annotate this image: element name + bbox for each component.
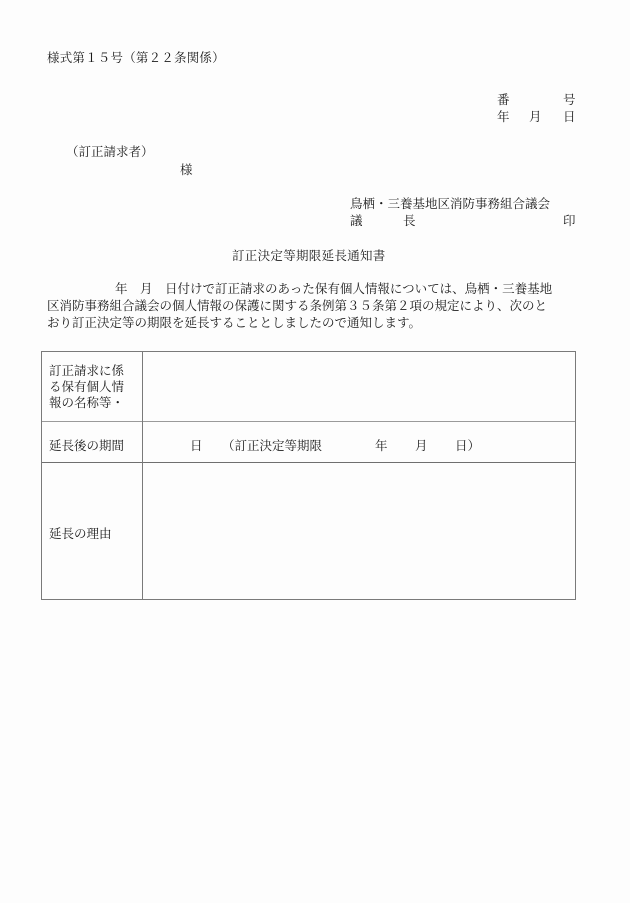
sender-title-part2: 長 <box>403 213 416 228</box>
deadline-year: 年 <box>375 438 388 453</box>
label-cell <box>42 421 143 462</box>
body-line-1: 年 月 日付けで訂正請求のあった保有個人情報については、鳥栖・三養基地 <box>115 281 553 296</box>
body-paragraph <box>47 280 582 331</box>
extended-period-label: 延長後の期間 <box>49 438 125 453</box>
sender-organization: 鳥栖・三養基地区消防事務組合議会 <box>350 196 551 211</box>
table-row-extension-reason <box>42 462 575 600</box>
table-row-info-name <box>42 352 575 422</box>
document-number-label: 番 <box>497 92 510 107</box>
deadline-day: 日） <box>455 438 481 453</box>
label-line: 報の名称等・ <box>49 395 125 410</box>
label-cell <box>42 462 143 600</box>
extension-reason-value <box>143 462 575 600</box>
deadline-month: 月 <box>415 438 428 453</box>
document-title: 訂正決定等期限延長通知書 <box>232 248 386 263</box>
requester-label: （訂正請求者） <box>66 144 154 159</box>
date-month-label: 月 <box>529 109 542 124</box>
deadline-label: （訂正決定等期限 <box>222 438 323 453</box>
label-line: 訂正請求に係 <box>49 363 125 378</box>
body-line-3: おり訂正決定等の期限を延長することとしましたので通知します。 <box>47 315 422 330</box>
form-number: 様式第１５号（第２２条関係） <box>47 50 225 65</box>
date-year-label: 年 <box>497 109 510 124</box>
seal-mark: 印 <box>563 213 576 228</box>
sender-title-part1: 議 <box>350 213 363 228</box>
info-name-value <box>143 352 575 421</box>
document-number-suffix: 号 <box>563 92 576 107</box>
requester-honorific: 様 <box>180 162 193 177</box>
period-day: 日 <box>190 438 203 453</box>
date-day-label: 日 <box>563 109 576 124</box>
extension-info-table <box>41 351 576 600</box>
extension-reason-label: 延長の理由 <box>49 526 112 541</box>
table-row-extended-period <box>42 421 575 463</box>
body-line-2: 区消防事務組合議会の個人情報の保護に関する条例第３５条第２項の規定により、次のと <box>47 298 548 313</box>
label-cell <box>42 352 143 421</box>
extended-period-value <box>143 421 575 462</box>
info-name-label <box>49 363 141 411</box>
label-line: る保有個人情 <box>49 379 125 394</box>
